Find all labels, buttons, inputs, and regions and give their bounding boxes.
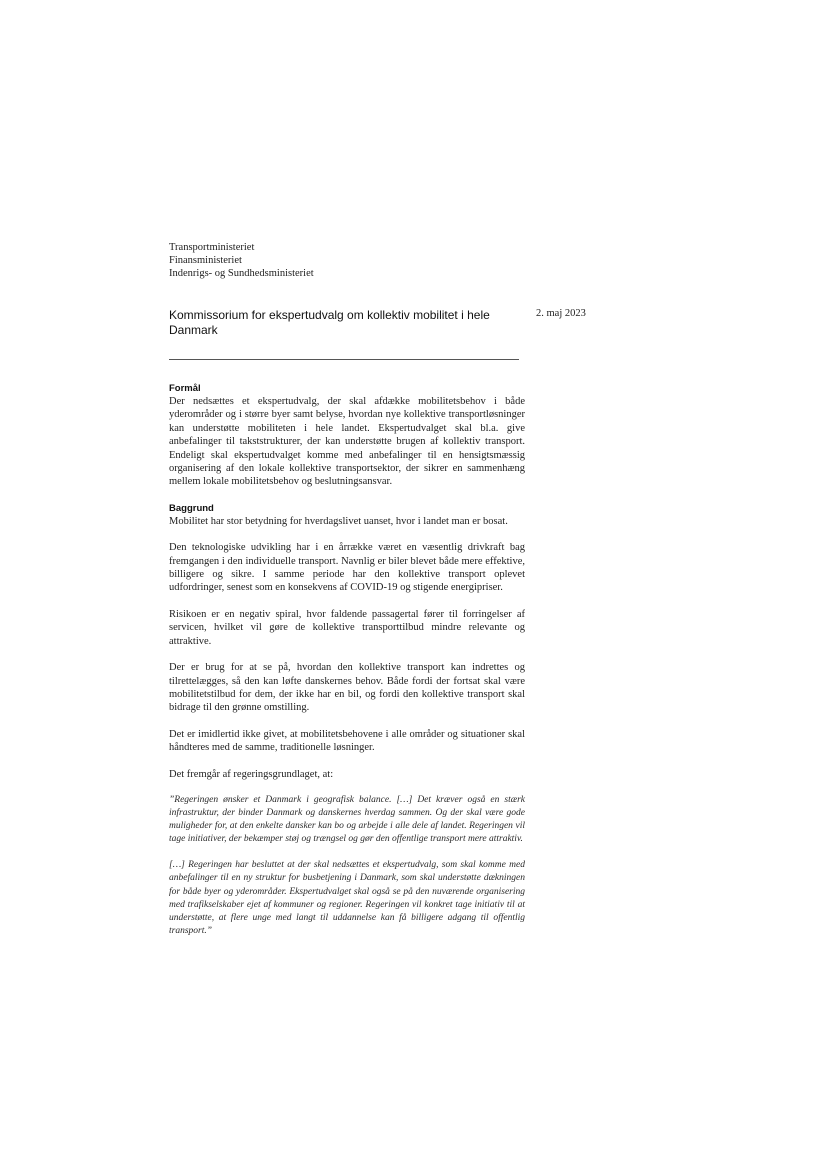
sender-ministries bbox=[169, 241, 509, 280]
section-heading-baggrund: Baggrund bbox=[169, 502, 214, 514]
quote-paragraph: […] Regeringen har besluttet at der skal nedsættes et ekspertudvalg, som skal komme med anbefalinger til en ny struktur for busbetjening i Danmark, som skal understøtte dækningen for både byer og yderområder. Ekspertudvalget skal også se på den nuværende organisering med trafikselskaber ejet af kommuner og regioner. Regeringen vil konkret tage initiativ til at understøtte, at flere unge med langt til uddannelse kan få billigere adgang til offentlig transport.” bbox=[169, 860, 525, 936]
paragraph-baggrund: Der er brug for at se på, hvordan den kollektive transport kan indrettes og tilrettelægges, så den kan løfte danskernes behov. Både fordi der fortsat skal være mobilitetstilbud for dem, der ikke har en bil, og fordi den kollektive transport skal bidrage til den grønne omstilling. bbox=[169, 662, 525, 714]
paragraph-baggrund: Det fremgår af regeringsgrundlaget, at: bbox=[169, 768, 334, 780]
sender-line: Finansministeriet bbox=[169, 255, 242, 266]
paragraph-formaal: Der nedsættes et ekspertudvalg, der skal afdække mobilitetsbehov i både yderområder og i større byer samt belyse, hvordan nye kollektive transportløsninger kan understøtte mobiliteten i hele landet. Ekspertudvalget skal bl.a. give anbefalinger til takststrukturer, der kan understøtte brugen af kollektiv transport. Endeligt skal ekspertudvalget komme med anbefalinger til en hensigtsmæssig organisering af den lokale kollektive transportsektor, der sikrer en sammenhæng mellem lokale mobilitetsbehov og beslutningsansvar. bbox=[169, 396, 525, 488]
paragraph-baggrund: Risikoen er en negativ spiral, hvor faldende passagertal fører til forringelser af servicen, hvilket vil gøre de kollektive transporttilbud mindre relevante og attraktive. bbox=[169, 608, 525, 647]
document-title: Kommissorium for ekspertudvalg om kollektiv mobilitet i hele Danmark bbox=[169, 308, 490, 337]
paragraph-baggrund: Det er imidlertid ikke givet, at mobilitetsbehovene i alle områder og situationer skal håndteres med de samme, traditionelle løsninger. bbox=[169, 728, 525, 754]
title-divider bbox=[169, 359, 519, 360]
section-heading-formaal: Formål bbox=[169, 383, 201, 394]
paragraph-baggrund: Mobilitet har stor betydning for hverdagslivet uanset, hvor i landet man er bosat. bbox=[169, 515, 508, 527]
sender-line: Indenrigs- og Sundhedsministeriet bbox=[169, 268, 314, 279]
document-date: 2. maj 2023 bbox=[536, 308, 586, 319]
quote-paragraph: ”Regeringen ønsker et Danmark i geografisk balance. […] Det kræver også en stærk infrastruktur, der binder Danmark og danskernes hverdag sammen. Og der skal være gode muligheder for, at den enkelte dansker kan bo og arbejde i alle dele af landet. Regeringen vil tage initiativer, der bekæmper støj og trængsel og gør den offentlige transport mere attraktiv. bbox=[169, 794, 525, 845]
sender-line: Transportministeriet bbox=[169, 242, 255, 253]
document-body bbox=[169, 383, 525, 938]
paragraph-baggrund: Den teknologiske udvikling har i en årrække været en væsentlig drivkraft bag fremgangen i den individuelle transport. Navnlig er biler blevet både mere effektive, billigere og sikre. I samme periode har den kollektive transport oplevet udfordringer, senest som en konsekvens af COVID-19 og stigende energipriser. bbox=[169, 542, 525, 594]
